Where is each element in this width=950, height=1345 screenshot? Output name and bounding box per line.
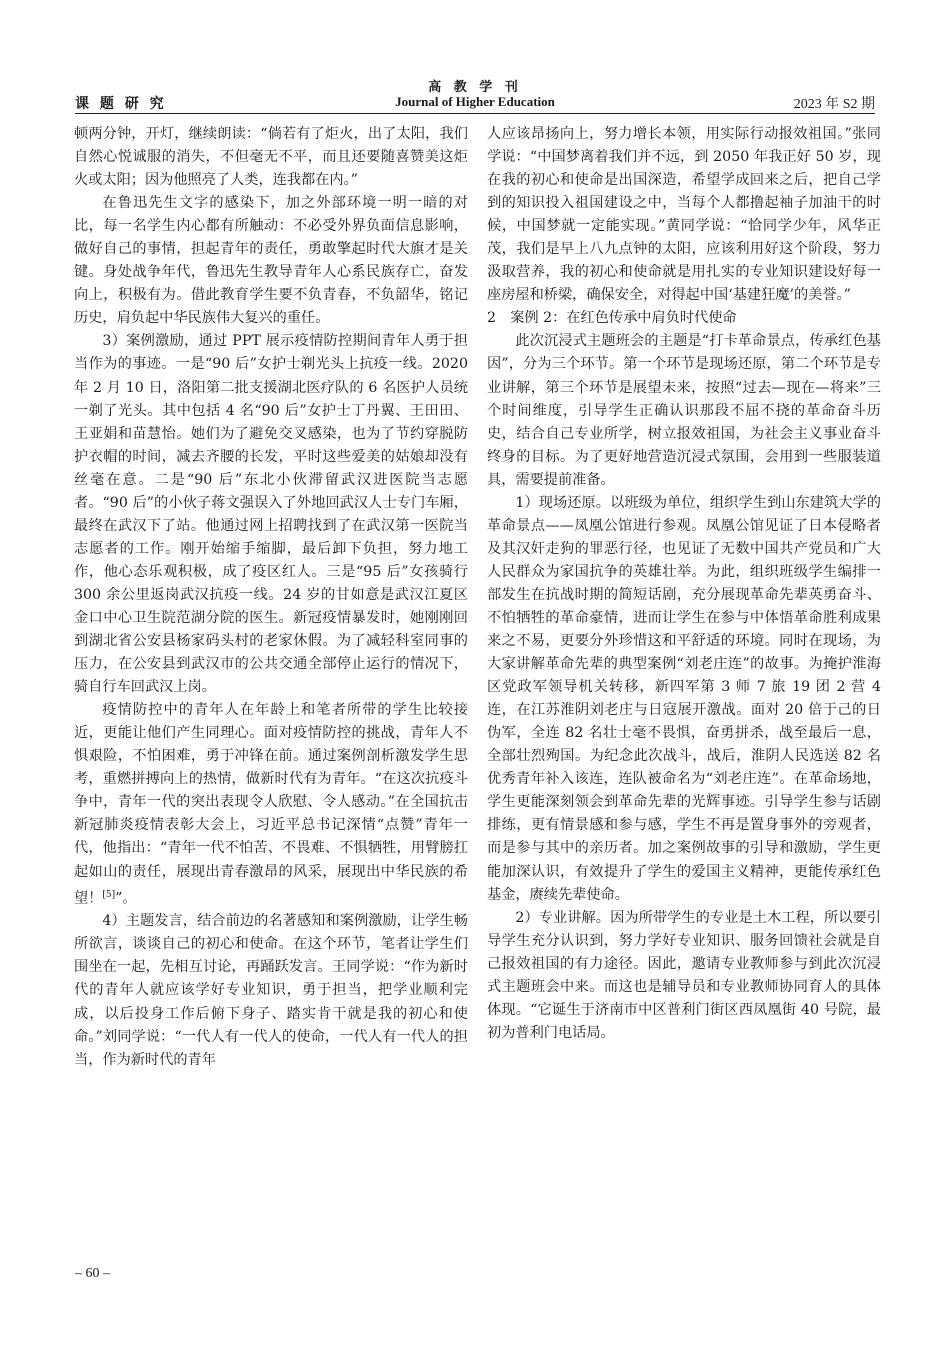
paragraph xyxy=(74,699,468,910)
paragraph: 此次沉浸式主题班会的主题是“打卡革命景点，传承红色基因”，分为三个环节。第一个环节是现场还原，第二个环节是专业讲解，第三个环节是展望未来，按照“过去—现在—将来”三个时间维度，引导学生正确认识那段不屈不挠的革命奋斗历史，结合自己专业所学，树立报效祖国，为社会主义事业奋斗终身的目标。为了更好地营造沉浸式氛围，会用到一些服装道具，需要提前准备。 xyxy=(487,333,881,488)
paragraph: 3）案例激励，通过 PPT 展示疫情防控期间青年人勇于担当作为的事迹。一是“90 后”女护士剃光头上抗疫一线。2020 年 2 月 10 日，洛阳第二批支援湖北医疗队的 6 名医护人员统一剃了光头。其中包括 4 名“90 后”女护士丁丹翼、王田田、王亚娟和苗慧怡。她们为了避免交叉感染，也为了节约穿脱防护衣帽的时间，减去齐腰的长发，平时这些爱美的姑娘却没有丝毫在意。二是“90 后”东北小伙滞留武汉进医院当志愿者。“90 后”的小伙子蒋文强误入了外地回武汉人士专门车厢，最终在武汉下了站。他通过网上招聘找到了在武汉第一医院当志愿者的工作。刚开始缩手缩脚，最后卸下负担，努力地工作，他心态乐观积极，成了疫区红人。三是“95 后”女孩骑行 300 余公里返岗武汉抗疫一线。24 岁的甘如意是武汉江夏区金口中心卫生院范湖分院的医生。新冠疫情暴发时，她刚刚回到湖北省公安县杨家码头村的老家休假。为了减轻科室同事的压力，在公安县到武汉市的公共交通全部停止运行的情况下，骑自行车回武汉上岗。 xyxy=(74,333,468,696)
citation-mark: [5] xyxy=(102,889,116,900)
paragraph: 人应该昂扬向上，努力增长本领，用实际行动报效祖国。”张同学说：“中国梦离着我们并不远，到 2050 年我正好 50 岁，现在我的初心和使命是出国深造，希望学成回来之后，把自己学到的知识投入祖国建设之中，当每个人都撸起袖子加油干的时候，中国梦就一定能实现。”黄同学说：“恰同学少年，风华正茂，我们是早上八九点钟的太阳，应该利用好这个阶段，努力汲取营养，我的初心和使命就是用扎实的专业知识建设好每一座房屋和桥梁，确保安全，对得起中国‘基建狂魔’的美誉。” xyxy=(487,126,881,304)
section-heading: 2 案例 2：在红色传承中肩负时代使命 xyxy=(487,310,737,327)
journal-english-title: Journal of Higher Education xyxy=(395,94,555,109)
page-number: – 60 – xyxy=(75,1266,110,1281)
journal-chinese-title: 高 教 学 刊 xyxy=(428,80,522,95)
header-rule xyxy=(75,113,875,114)
right-column xyxy=(487,123,881,1045)
paragraph-text-tail: ”。 xyxy=(115,890,137,907)
left-column xyxy=(74,123,468,1072)
paragraph: 顿两分钟，开灯，继续朗读：“倘若有了炬火，出了太阳，我们自然心悦诚服的消失，不但毫无不平，而且还要随喜赞美这炬火或太阳；因为他照亮了人类，连我都在内。” xyxy=(74,126,468,189)
section-label: 课 题 研 究 xyxy=(75,96,167,112)
paragraph: 4）主题发言，结合前边的名著感知和案例激励，让学生畅所欲言，谈谈自己的初心和使命。在这个环节，笔者让学生们围坐在一起，先相互讨论，再踊跃发言。王同学说：“作为新时代的青年人就应该学好专业知识，勇于担当，把学业顺利完成，以后投身工作后俯下身子、踏实肯干就是我的初心和使命。”刘同学说：“一代人有一代人的使命，一代人有一代人的担当，作为新时代的青年 xyxy=(74,913,468,1068)
running-header xyxy=(75,93,875,113)
paragraph: 1）现场还原。以班级为单位，组织学生到山东建筑大学的革命景点——凤凰公馆进行参观。凤凰公馆见证了日本侵略者及其汉奸走狗的罪恶行径，也见证了无数中国共产党员和广大人民群众为家国抗争的英雄壮举。为此，组织班级学生编排一部发生在抗战时期的简短话剧，充分展现革命先辈英勇奋斗、不怕牺牲的革命豪情，进而让学生在参与中体悟革命胜利成果来之不易，更要分外珍惜这和平舒适的环境。同时在现场，为大家讲解革命先辈的典型案例“刘老庄连”的故事。为掩护淮海区党政军领导机关转移，新四军第 3 师 7 旅 19 团 2 营 4 连，在江苏淮阴刘老庄与日寇展开激战。面对 20 倍于己的日伪军，全连 82 名壮士毫不畏惧，奋勇拼杀，战至最后一息，全部壮烈殉国。为纪念此次战斗，战后，淮阴人民选送 82 名优秀青年补入该连，连队被命名为“刘老庄连”。在革命场地，学生更能深刻领会到革命先辈的光辉事迹。引导学生参与话剧排练，更有情景感和参与感，学生不再是置身事外的旁观者，而是参与其中的亲历者。加之案例故事的引导和激励，学生更能加深认识，有效提升了学生的爱国主义精神，更能传承红色基金，赓续先辈使命。 xyxy=(487,494,881,903)
paragraph: 在鲁迅先生文字的感染下，加之外部环境一明一暗的对比，每一名学生内心都有所触动：不必受外界负面信息影响，做好自己的事情，担起青年的责任，勇敢擎起时代大旗才是关键。身处战争年代，鲁迅先生教导青年人心系民族存亡，奋发向上，积极有为。借此教育学生要不负青春，不负韶华，铭记历史，肩负起中华民族伟大复兴的重任。 xyxy=(74,195,468,327)
paragraph: 2）专业讲解。因为所带学生的专业是土木工程，所以要引导学生充分认识到，努力学好专业知识、服务回馈社会就是自己报效祖国的有力途径。因此，邀请专业教师参与到此次沉浸式主题班会中来。而这也是辅导员和专业教师协同育人的具体体现。“它诞生于济南市中区普利门街区西凤凰街 40 号院，最初为普利门电话局。 xyxy=(487,909,881,1041)
issue-label: 2023 年 S2 期 xyxy=(793,97,875,112)
paragraph-text: 疫情防控中的青年人在年龄上和笔者所带的学生比较接近，更能让他们产生同理心。面对疫情防控的挑战，青年人不惧艰险，不怕困难，勇于冲锋在前。通过案例剖析激发学生思考，重燃拼搏向上的热情，做新时代有为青年。“在这次抗疫斗争中，青年一代的突出表现令人欣慰、令人感动。”在全国抗击新冠肺炎疫情表彰大会上，习近平总书记深情“点赞”青年一代，他指出：“青年一代不怕苦、不畏难、不惧牺牲，用臂膀扛起如山的责任，展现出青春激昂的风采，展现出中华民族的希望！ xyxy=(74,702,468,907)
